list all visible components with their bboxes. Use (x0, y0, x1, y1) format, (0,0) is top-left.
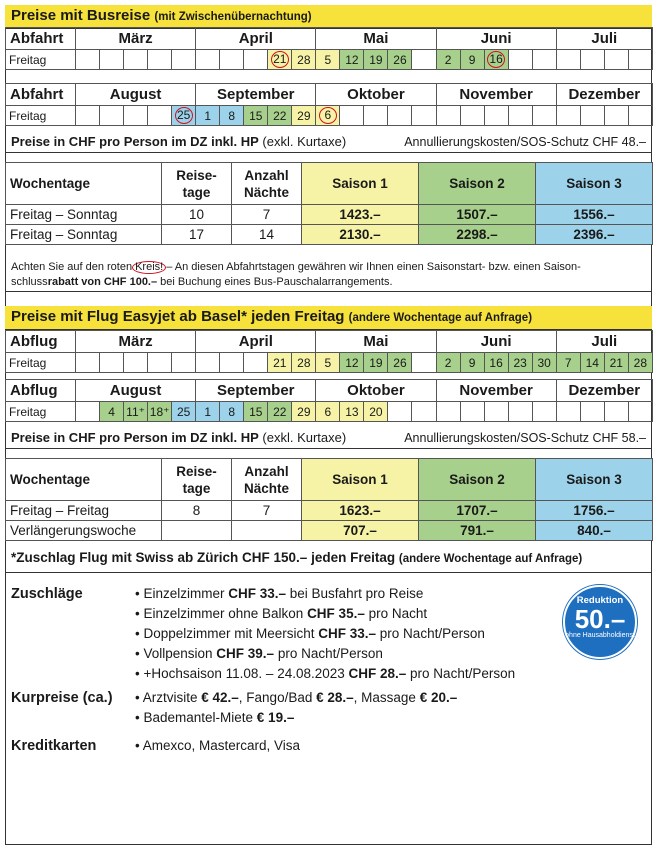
flight-cancel-note: Annullierungskosten/SOS-Schutz CHF 58.– (404, 431, 646, 445)
price-cell-naechte: 14 (232, 225, 302, 245)
calendar-day (556, 402, 580, 422)
calendar-day: 15 (244, 402, 268, 422)
weekday-label: Freitag (6, 50, 76, 70)
calendar-day: 8 (220, 106, 244, 126)
calendar-month: September (196, 84, 316, 106)
calendar-month: Dezember (556, 380, 652, 402)
bus-price-heading: Preise in CHF pro Person im DZ inkl. HP (exkl. Kurtaxe) Annullierungskosten/SOS-Schutz CHF 48.– (5, 132, 652, 153)
flight-calendar-spring (5, 330, 653, 373)
calendar-month: Oktober (316, 380, 436, 402)
calendar-day: 14 (580, 353, 604, 373)
calendar-day (604, 50, 628, 70)
calendar-day (76, 50, 100, 70)
price-cell-s1: 707.– (302, 521, 419, 541)
calendar-day (196, 50, 220, 70)
price-header-reisetage: Reise-tage (162, 459, 232, 501)
price-header-s2: Saison 2 (419, 163, 536, 205)
calendar-day (148, 50, 172, 70)
calendar-day (580, 106, 604, 126)
calendar-day: 28 (628, 353, 652, 373)
discount-ring: 16 (487, 51, 505, 68)
list-item: • Doppelzimmer mit Meersicht CHF 33.– pro Nacht/Person (135, 626, 485, 641)
calendar-day (556, 106, 580, 126)
kreditkarten-list: • Amexco, Mastercard, Visa (135, 738, 301, 753)
calendar-day (316, 106, 340, 126)
calendar-day (124, 106, 148, 126)
calendar-month: November (436, 84, 556, 106)
price-cell-s1: 1623.– (302, 501, 419, 521)
calendar-day: 2 (436, 353, 460, 373)
calendar-day (172, 50, 196, 70)
calendar-day: 15 (244, 106, 268, 126)
calendar-day (508, 402, 532, 422)
price-cell-days: Verlängerungswoche (6, 521, 162, 541)
calendar-day (220, 50, 244, 70)
weekday-label: Freitag (6, 353, 76, 373)
flight-calendar-autumn (5, 379, 653, 422)
calendar-day: 28 (292, 353, 316, 373)
price-header-s1: Saison 1 (302, 163, 419, 205)
calendar-day (124, 353, 148, 373)
calendar-day: 19 (364, 353, 388, 373)
calendar-day: 5 (316, 50, 340, 70)
calendar-day (220, 353, 244, 373)
price-cell-reisetage: 10 (162, 205, 232, 225)
calendar-day: 18⁺ (148, 402, 172, 422)
calendar-day (628, 106, 652, 126)
calendar-day: 22 (268, 106, 292, 126)
price-cell-reisetage: 8 (162, 501, 232, 521)
calendar-day (244, 50, 268, 70)
calendar-day (196, 353, 220, 373)
price-header-naechte: Anzahl Nächte (232, 163, 302, 205)
calendar-day: 1 (196, 402, 220, 422)
weekday-label: Freitag (6, 402, 76, 422)
swiss-surcharge-note: *Zuschlag Flug mit Swiss ab Zürich CHF 150.– jeden Freitag (andere Wochentage auf Anfrage) (5, 547, 652, 573)
calendar-row-label: Abflug (6, 331, 76, 353)
calendar-row-label: Abfahrt (6, 84, 76, 106)
calendar-day: 26 (388, 353, 412, 373)
kreditkarten-label: Kreditkarten (11, 738, 97, 754)
calendar-day (580, 402, 604, 422)
price-cell-s3: 1756.– (536, 501, 653, 521)
calendar-month: August (76, 380, 196, 402)
calendar-day (244, 353, 268, 373)
calendar-day: 21 (604, 353, 628, 373)
calendar-row-label: Abfahrt (6, 28, 76, 50)
discount-ring: 25 (175, 107, 193, 124)
calendar-day: 9 (460, 353, 484, 373)
list-item: • Einzelzimmer CHF 33.– bei Busfahrt pro Reise (135, 586, 424, 601)
calendar-day: 22 (268, 402, 292, 422)
calendar-day: 19 (364, 50, 388, 70)
price-cell-days: Freitag – Sonntag (6, 205, 162, 225)
bus-discount-note: Achten Sie auf den roten Kreis! – An diesen Abfahrtstagen gewähren wir Ihnen einen Saisonstart- bzw. einen Saison-schlussrabatt von CHF 100.– bei Buchung eines Bus-Pauschalarrangements. (5, 254, 652, 292)
calendar-day: 16 (484, 353, 508, 373)
calendar-month: April (196, 28, 316, 50)
calendar-day (532, 402, 556, 422)
calendar-month: August (76, 84, 196, 106)
calendar-day: 29 (292, 106, 316, 126)
calendar-day (484, 402, 508, 422)
reduction-badge: Reduktion 50.– ohne Hausabholdienst (563, 585, 637, 659)
calendar-month: April (196, 331, 316, 353)
calendar-day (460, 402, 484, 422)
calendar-day (124, 50, 148, 70)
price-cell-s3: 1556.– (536, 205, 653, 225)
list-item: • Vollpension CHF 39.– pro Nacht/Person (135, 646, 383, 661)
calendar-day (172, 353, 196, 373)
calendar-day (76, 353, 100, 373)
bus-calendar-spring (5, 27, 653, 70)
price-cell-naechte (232, 521, 302, 541)
calendar-day: 12 (340, 50, 364, 70)
calendar-day: 23 (508, 353, 532, 373)
calendar-day (436, 106, 460, 126)
calendar-day: 6 (316, 402, 340, 422)
kreis-marker: Kreis! (132, 261, 166, 274)
bus-cancel-note: Annullierungskosten/SOS-Schutz CHF 48.– (404, 135, 646, 149)
calendar-month: März (76, 28, 196, 50)
flight-section-title: Preise mit Flug Easyjet ab Basel* jeden Freitag (andere Wochentage auf Anfrage) (5, 306, 652, 330)
calendar-day: 26 (388, 50, 412, 70)
calendar-day (268, 50, 292, 70)
calendar-day (100, 50, 124, 70)
price-cell-naechte: 7 (232, 205, 302, 225)
calendar-day (76, 106, 100, 126)
zuschlaege-label: Zuschläge (11, 586, 83, 602)
price-header-wochentage: Wochentage (6, 163, 162, 205)
calendar-day (412, 353, 436, 373)
calendar-day (628, 50, 652, 70)
calendar-day (76, 402, 100, 422)
calendar-month: Juli (556, 331, 652, 353)
calendar-day: 12 (340, 353, 364, 373)
price-cell-s1: 2130.– (302, 225, 419, 245)
calendar-day (388, 402, 412, 422)
price-cell-s2: 2298.– (419, 225, 536, 245)
calendar-day (484, 50, 508, 70)
list-item: • +Hochsaison 11.08. – 24.08.2023 CHF 28.– pro Nacht/Person (135, 666, 516, 681)
calendar-day (412, 50, 436, 70)
kurpreise-label: Kurpreise (ca.) (11, 690, 113, 706)
calendar-day: 9 (460, 50, 484, 70)
list-item: • Arztvisite € 42.–, Fango/Bad € 28.–, Massage € 20.– (135, 690, 458, 705)
price-cell-s3: 2396.– (536, 225, 653, 245)
calendar-day (532, 50, 556, 70)
price-cell-days: Freitag – Freitag (6, 501, 162, 521)
calendar-day (484, 106, 508, 126)
calendar-month: Juni (436, 331, 556, 353)
bus-price-table (5, 162, 653, 245)
calendar-day (412, 106, 436, 126)
price-header-s3: Saison 3 (536, 163, 653, 205)
calendar-day: 21 (268, 353, 292, 373)
calendar-day (436, 402, 460, 422)
price-header-s1: Saison 1 (302, 459, 419, 501)
price-cell-reisetage: 17 (162, 225, 232, 245)
calendar-day: 2 (436, 50, 460, 70)
calendar-month: Oktober (316, 84, 436, 106)
bus-calendar-autumn (5, 83, 653, 126)
list-item: • Bademantel-Miete € 19.– (135, 710, 295, 725)
calendar-day: 1 (196, 106, 220, 126)
calendar-day (580, 50, 604, 70)
calendar-day: 11⁺ (124, 402, 148, 422)
calendar-day: 5 (316, 353, 340, 373)
calendar-day: 20 (364, 402, 388, 422)
calendar-month: Juli (556, 28, 652, 50)
calendar-row-label: Abflug (6, 380, 76, 402)
calendar-day: 7 (556, 353, 580, 373)
calendar-day (148, 353, 172, 373)
calendar-day: 28 (292, 50, 316, 70)
price-cell-reisetage (162, 521, 232, 541)
calendar-month: Juni (436, 28, 556, 50)
price-cell-s2: 1507.– (419, 205, 536, 225)
calendar-day: 25 (172, 402, 196, 422)
calendar-day: 30 (532, 353, 556, 373)
discount-ring: 21 (271, 51, 289, 68)
calendar-day (172, 106, 196, 126)
calendar-day (628, 402, 652, 422)
calendar-day (148, 106, 172, 126)
calendar-day (604, 106, 628, 126)
calendar-day (364, 106, 388, 126)
calendar-month: Mai (316, 331, 436, 353)
calendar-day (460, 106, 484, 126)
calendar-day (604, 402, 628, 422)
calendar-day (508, 106, 532, 126)
calendar-day: 8 (220, 402, 244, 422)
calendar-day (556, 50, 580, 70)
calendar-day (508, 50, 532, 70)
calendar-day: 29 (292, 402, 316, 422)
calendar-day (532, 106, 556, 126)
calendar-month: September (196, 380, 316, 402)
calendar-month: November (436, 380, 556, 402)
price-cell-s3: 840.– (536, 521, 653, 541)
calendar-day: 13 (340, 402, 364, 422)
calendar-month: Mai (316, 28, 436, 50)
price-header-s3: Saison 3 (536, 459, 653, 501)
flight-price-heading: Preise in CHF pro Person im DZ inkl. HP (exkl. Kurtaxe) Annullierungskosten/SOS-Schutz CHF 58.– (5, 428, 652, 449)
calendar-day: 4 (100, 402, 124, 422)
calendar-day (388, 106, 412, 126)
price-cell-s2: 1707.– (419, 501, 536, 521)
calendar-day (100, 106, 124, 126)
price-header-naechte: Anzahl Nächte (232, 459, 302, 501)
bus-section-title: Preise mit Busreise (mit Zwischenübernachtung) (5, 5, 652, 29)
price-header-reisetage: Reise-tage (162, 163, 232, 205)
calendar-day (340, 106, 364, 126)
price-cell-s1: 1423.– (302, 205, 419, 225)
list-item: • Einzelzimmer ohne Balkon CHF 35.– pro Nacht (135, 606, 428, 621)
price-header-wochentage: Wochentage (6, 459, 162, 501)
calendar-month: Dezember (556, 84, 652, 106)
calendar-day (412, 402, 436, 422)
flight-price-table (5, 458, 653, 541)
price-cell-s2: 791.– (419, 521, 536, 541)
weekday-label: Freitag (6, 106, 76, 126)
calendar-day (100, 353, 124, 373)
price-cell-naechte: 7 (232, 501, 302, 521)
calendar-month: März (76, 331, 196, 353)
discount-ring: 6 (319, 107, 337, 124)
price-cell-days: Freitag – Sonntag (6, 225, 162, 245)
price-header-s2: Saison 2 (419, 459, 536, 501)
